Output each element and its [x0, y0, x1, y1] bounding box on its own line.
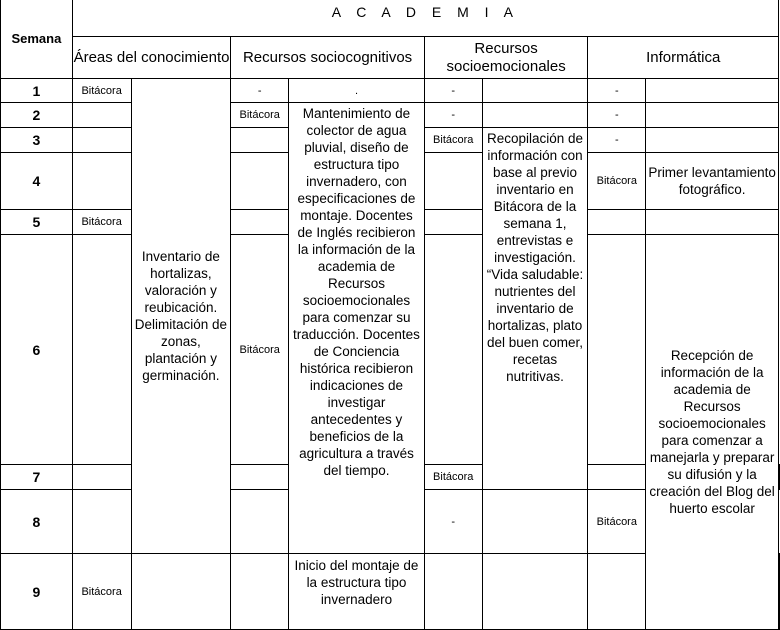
week-number: 3 — [1, 128, 73, 153]
cognitive-empty-w9 — [231, 554, 289, 630]
week-number: 4 — [1, 153, 73, 210]
areas-empty-w8 — [72, 490, 131, 554]
week-number: 8 — [1, 490, 73, 554]
week-number: 6 — [1, 235, 73, 465]
cognitive-w9-text: Inicio del montaje de la estructura tipo invernadero — [289, 554, 425, 630]
week-number: 7 — [1, 465, 73, 490]
info-dash-w2: - — [588, 103, 646, 128]
informatics-header: Informática — [588, 37, 779, 79]
emotional-dash-w8: - — [424, 490, 482, 554]
week-header: Semana — [1, 0, 73, 79]
info-dash-w1: - — [588, 79, 646, 103]
emotional-empty-w1 — [482, 79, 588, 103]
areas-empty-w2 — [72, 103, 131, 128]
emotional-empty-w2 — [482, 103, 588, 128]
emotional-empty-w8 — [482, 490, 588, 554]
cognitive-main-text: Mantenimiento de colector de agua pluvial, diseño de estructura tipo invernadero, con especificaciones de montaje. Docentes de Inglés recibieron la información de la academia de Recursos socioemocionales para comenzar su traducción. Docentes de Conciencia histórica recibieron indicaciones de investigar antecedentes y beneficios de la agricultura a través del tiempo. — [289, 103, 425, 554]
info-empty-w9 — [588, 554, 646, 630]
areas-empty-w6 — [72, 235, 131, 465]
info-empty-w9b — [779, 554, 780, 630]
cognitive-empty-w8 — [231, 490, 289, 554]
emotional-bitacora-w7: Bitácora — [424, 465, 482, 490]
areas-main-text: Inventario de hortalizas, valoración y reubicación. Delimitación de zonas, plantación y germinación. — [131, 79, 231, 554]
areas-bitacora-w1: Bitácora — [72, 79, 131, 103]
info-empty-w2 — [646, 103, 779, 128]
week-number: 9 — [1, 554, 73, 630]
emotional-empty-w5 — [424, 210, 482, 235]
emotional-empty-w7 — [588, 465, 646, 490]
cognitive-bitacora-w2: Bitácora — [231, 103, 289, 128]
info-dash-w3: - — [588, 128, 646, 153]
emotional-dash-w1: - — [424, 79, 482, 103]
areas-empty-w4 — [72, 153, 131, 210]
areas-bitacora-w5: Bitácora — [72, 210, 131, 235]
info-empty-w1 — [646, 79, 779, 103]
areas-empty-w9 — [131, 554, 231, 630]
areas-empty-w7 — [72, 465, 131, 490]
info-main-text: Recepción de información de la academia de Recursos socioemocionales para comenzar a manejarla y preparar su difusión y la creación del Blog del huerto escolar — [646, 235, 779, 630]
emotional-empty-w4 — [424, 153, 482, 210]
emotional-empty-w9 — [424, 554, 482, 630]
cognitive-empty-w5 — [231, 210, 289, 235]
info-empty-w7 — [779, 465, 780, 490]
emotional-dash-w2: - — [424, 103, 482, 128]
info-bitacora-w4: Bitácora — [588, 153, 646, 210]
week-number: 2 — [1, 103, 73, 128]
cognitive-empty-w7 — [231, 465, 289, 490]
week-number: 5 — [1, 210, 73, 235]
info-empty-w5 — [588, 210, 646, 235]
info-photo-text: Primer levantamiento fotográfico. — [646, 153, 779, 210]
info-empty-w6 — [588, 235, 646, 465]
cognitive-empty-w3 — [231, 128, 289, 153]
areas-header: Áreas del conocimiento — [72, 37, 231, 79]
cognitive-dot-w1: . — [289, 79, 425, 103]
info-empty-w5b — [646, 210, 779, 235]
cognitive-header: Recursos sociocognitivos — [231, 37, 425, 79]
week-number: 1 — [1, 79, 73, 103]
areas-bitacora-w9: Bitácora — [72, 554, 131, 630]
emotional-main-text: Recopilación de información con base al previo inventario en Bitácora de la semana 1, entrevistas e investigación. “Vida saludable: nutrientes del inventario de hortalizas, plato del buen comer, recetas nutritivas. — [482, 128, 588, 490]
info-bitacora-w8: Bitácora — [588, 490, 646, 554]
cognitive-bitacora-w6: Bitácora — [231, 235, 289, 465]
emotional-bitacora-w3: Bitácora — [424, 128, 482, 153]
cognitive-dash-w1: - — [231, 79, 289, 103]
emotional-empty-w6 — [424, 235, 482, 465]
emotional-empty-w9b — [482, 554, 588, 630]
emotional-header: Recursos socioemocionales — [424, 37, 588, 79]
areas-empty-w3 — [72, 128, 131, 153]
cognitive-empty-w4 — [231, 153, 289, 210]
academy-title: A C A D E M I A — [72, 0, 778, 37]
info-empty-w3 — [646, 128, 779, 153]
